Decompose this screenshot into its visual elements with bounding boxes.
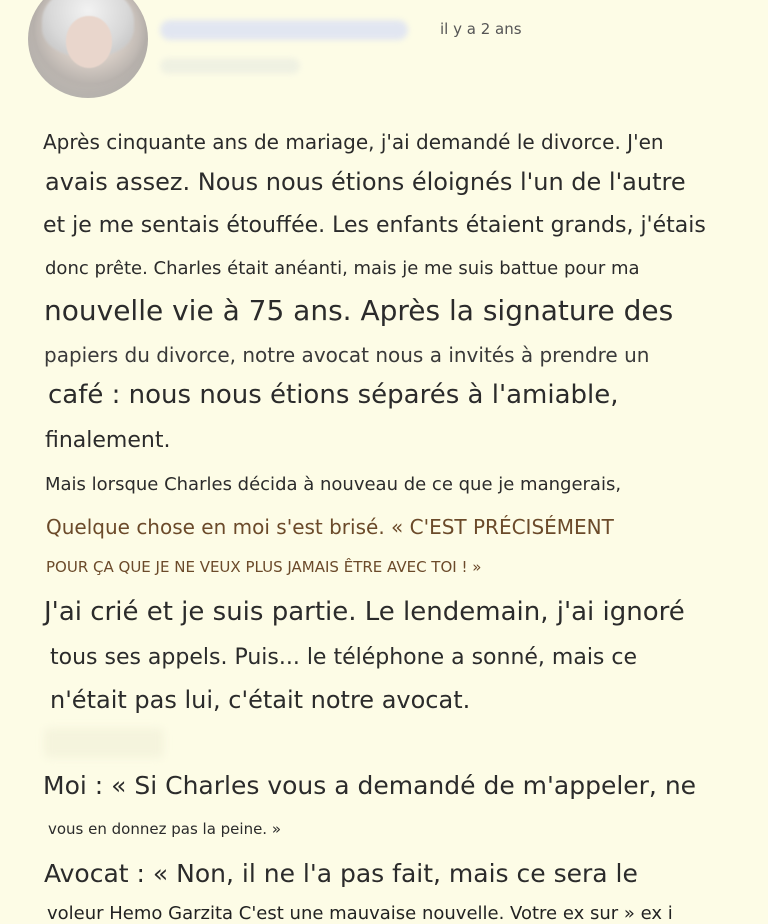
story-line-highlight: POUR ÇA QUE JE NE VEUX PLUS JAMAIS ÊTRE AVEC TOI ! » [46,558,482,576]
story-line: J'ai crié et je suis partie. Le lendemain, j'ai ignoré [44,597,685,627]
story-line: et je me sentais étouffée. Les enfants étaient grands, j'étais [43,213,706,238]
story-line: vous en donnez pas la peine. » [48,820,282,838]
faded-text-artifact [44,728,164,758]
story-line: nouvelle vie à 75 ans. Après la signature des [44,294,674,327]
blurred-handle [160,58,300,74]
story-line: tous ses appels. Puis... le téléphone a sonné, mais ce [50,645,638,670]
blurred-username[interactable] [160,20,408,40]
story-line: Avocat : « Non, il ne l'a pas fait, mais ce sera le [44,859,638,888]
comment-header [0,0,768,110]
story-line: finalement. [45,428,171,453]
story-line: avais assez. Nous nous étions éloignés l'un de l'autre [45,168,686,196]
avatar[interactable] [28,0,148,98]
story-line: Moi : « Si Charles vous a demandé de m'appeler, ne [43,771,697,800]
story-line-highlight: Quelque chose en moi s'est brisé. « C'EST PRÉCISÉMENT [46,515,614,539]
story-line: Mais lorsque Charles décida à nouveau de ce que je mangerais, [45,474,622,495]
story-line: donc prête. Charles était anéanti, mais je me suis battue pour ma [45,258,640,279]
story-line: n'était pas lui, c'était notre avocat. [50,686,471,714]
avatar-face [66,16,112,68]
story-line-cutoff: voleur Hemo Garzita C'est une mauvaise nouvelle. Votre ex sur » ex i [47,903,673,924]
timestamp: il y a 2 ans [440,20,522,38]
story-line: papiers du divorce, notre avocat nous a invités à prendre un [44,343,650,367]
story-line: Après cinquante ans de mariage, j'ai demandé le divorce. J'en [43,130,664,154]
story-line: café : nous nous étions séparés à l'amiable, [48,380,619,410]
